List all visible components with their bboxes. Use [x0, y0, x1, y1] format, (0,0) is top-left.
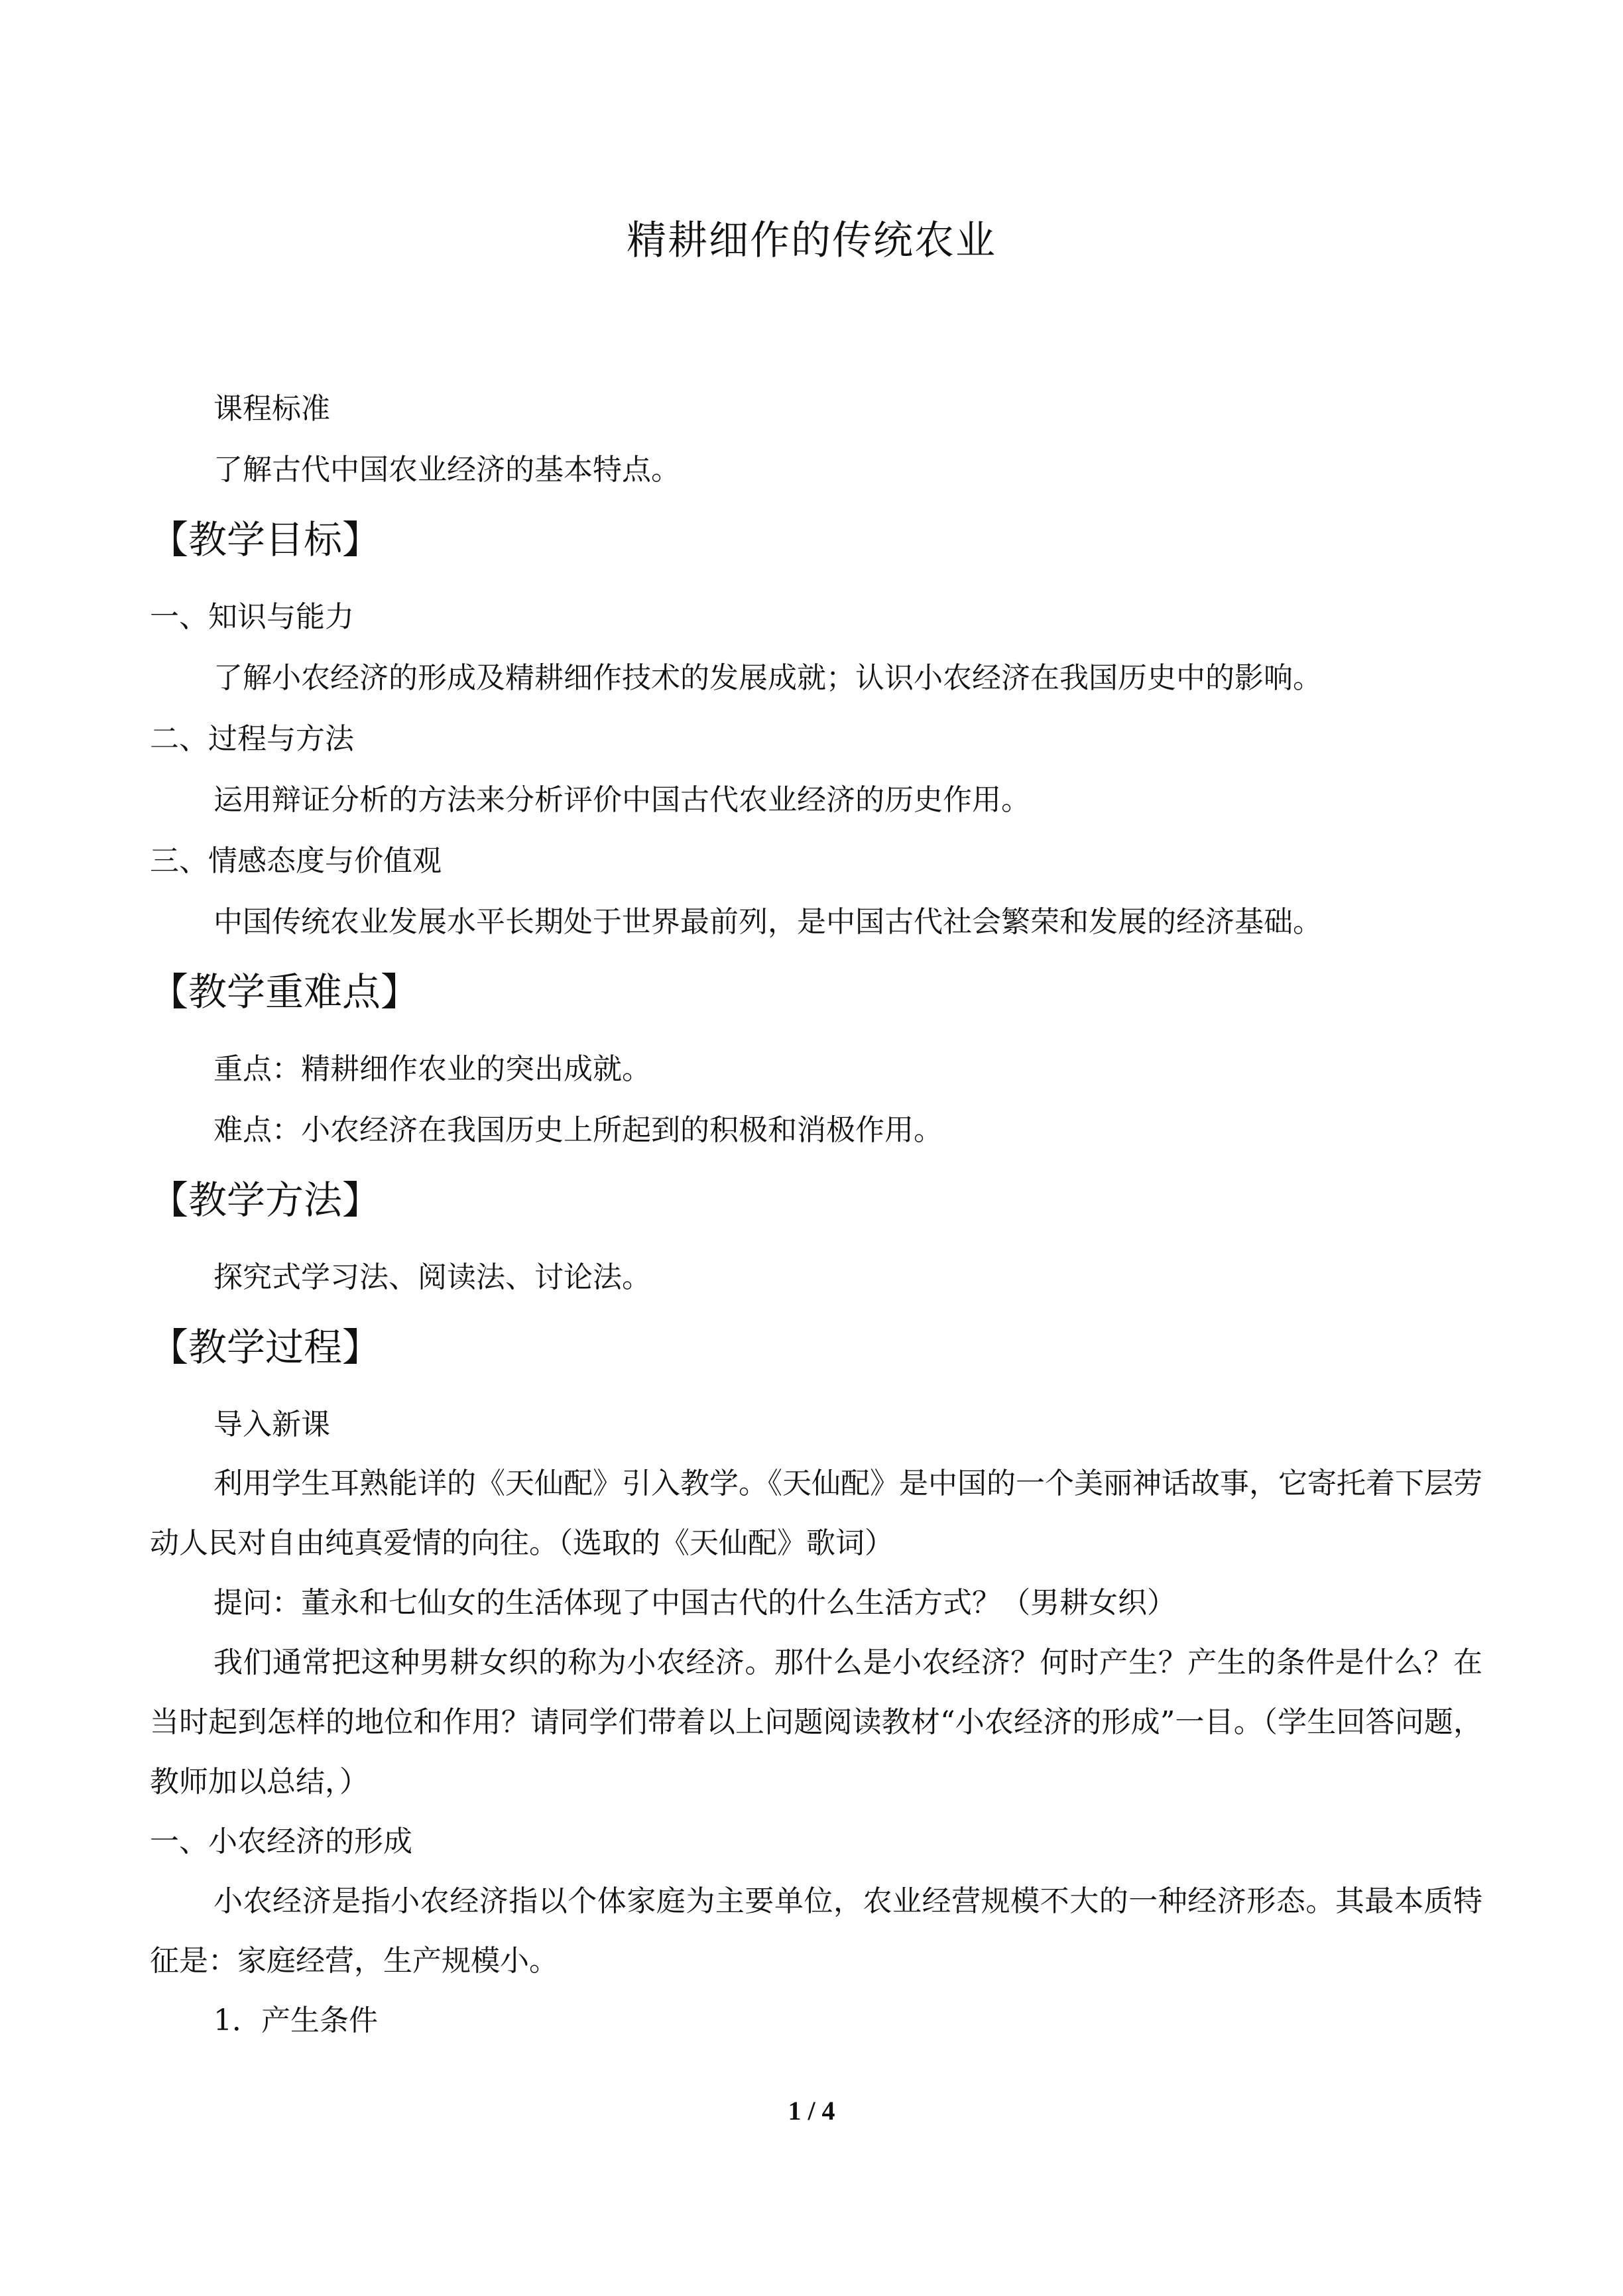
key-points-heading: 【教学重难点】 [150, 969, 420, 1014]
methods-heading: 【教学方法】 [150, 1178, 381, 1223]
course-standard-text: 了解古代中国农业经济的基本特点。 [213, 453, 680, 487]
process-paragraph-1: 利用学生耳熟能详的《天仙配》引入教学。《天仙配》是中国的一个美丽神话故事，它寄托着下层劳动人民对自由纯真爱情的向往。（选取的《天仙配》歌词） [150, 1467, 1482, 1560]
objective-2-text: 运用辩证分析的方法来分析评价中国古代农业经济的历史作用。 [213, 783, 1030, 817]
key-point-difficulty: 难点：小农经济在我国历史上所起到的积极和消极作用。 [213, 1113, 943, 1147]
key-point-focus: 重点：精耕细作农业的突出成就。 [213, 1052, 651, 1086]
objective-3-text: 中国传统农业发展水平长期处于世界最前列，是中国古代社会繁荣和发展的经济基础。 [213, 905, 1322, 939]
process-heading: 【教学过程】 [150, 1325, 381, 1370]
process-paragraph-4: 小农经济是指小农经济指以个体家庭为主要单位，农业经营规模不大的一种经济形态。其最本质特征是：家庭经营，生产规模小。 [150, 1884, 1482, 1978]
process-paragraph-3: 我们通常把这种男耕女织的称为小农经济。那什么是小农经济？何时产生？产生的条件是什么？在当时起到怎样的地位和作用？请同学们带着以上问题阅读教材“小农经济的形成”一目。（学生回答问题，教师加以总结，） [150, 1646, 1482, 1799]
subsection-1-title: 1．产生条件 [213, 2004, 378, 2037]
methods-text: 探究式学习法、阅读法、讨论法。 [213, 1260, 651, 1294]
section-1-title: 一、小农经济的形成 [150, 1825, 412, 1858]
document-body [150, 388, 1482, 2051]
objective-1-text: 了解小农经济的形成及精耕细作技术的发展成就；认识小农经济在我国历史中的影响。 [213, 661, 1322, 695]
objective-3-title: 三、情感态度与价值观 [150, 844, 442, 878]
document-title: 精耕细作的传统农业 [627, 217, 996, 264]
intro-label: 导入新课 [213, 1408, 330, 1441]
course-standard-label: 课程标准 [213, 392, 330, 426]
objective-1-title: 一、知识与能力 [150, 600, 354, 634]
page-number: 1 / 4 [788, 2096, 835, 2126]
objective-2-title: 二、过程与方法 [150, 722, 354, 756]
objectives-heading: 【教学目标】 [150, 517, 381, 562]
process-paragraph-2: 提问：董永和七仙女的生活体现了中国古代的什么生活方式？（男耕女织） [213, 1586, 1176, 1620]
